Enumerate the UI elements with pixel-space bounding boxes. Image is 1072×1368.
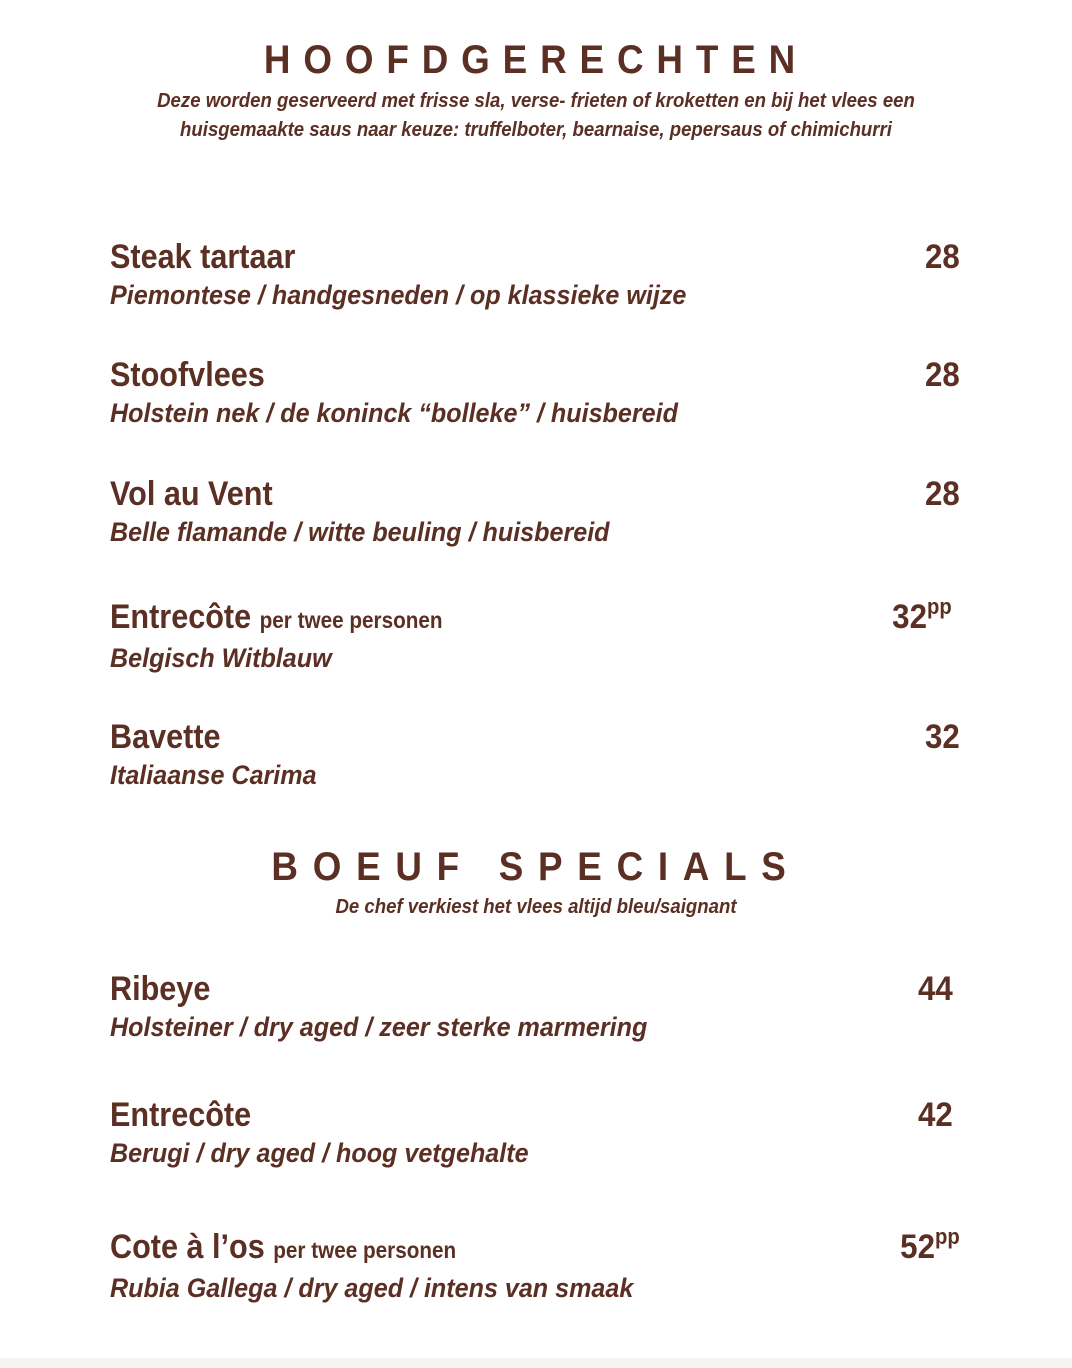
menu-item-steak-tartaar (110, 238, 960, 312)
item-description: Holstein nek / de koninck “bolleke” / huisbereid (110, 398, 678, 428)
item-description: Belgisch Witblauw (110, 643, 332, 673)
item-description: Piemontese / handgesneden / op klassieke wijze (110, 280, 687, 310)
item-name-suffix: per twee personen (259, 607, 443, 633)
item-price: 28 (925, 356, 960, 394)
item-name: Entrecôte per twee personen (110, 598, 443, 636)
menu-item-entrecote-berugi (110, 1096, 960, 1170)
item-name: Steak tartaar (110, 238, 296, 276)
item-price: 32 (925, 718, 960, 756)
price-superscript: pp (927, 594, 952, 619)
item-name: Bavette (110, 718, 221, 756)
menu-item-bavette (110, 718, 960, 792)
section-title-hoofdgerechten: HOOFDGERECHTEN (263, 38, 809, 82)
section-note-line-1: Deze worden geserveerd met frisse sla, verse- frieten of kroketten en bij het vlees een (157, 90, 915, 112)
menu-item-vol-au-vent (110, 475, 960, 549)
item-name: Entrecôte (110, 1096, 252, 1134)
menu-item-ribeye (110, 970, 960, 1044)
section-note-line-1: De chef verkiest het vlees altijd bleu/saignant (335, 896, 737, 918)
item-price: $32^{pp}$ (892, 594, 952, 636)
item-price: 28 (925, 475, 960, 513)
item-description: Berugi / dry aged / hoog vetgehalte (110, 1138, 529, 1168)
item-name: Vol au Vent (110, 475, 273, 513)
section-title-boeuf-specials: BOEUF SPECIALS (271, 845, 801, 889)
item-description: Rubia Gallega / dry aged / intens van smaak (110, 1273, 634, 1303)
menu-item-stoofvlees (110, 356, 960, 430)
item-name: Cote à l’os per twee personen (110, 1228, 457, 1266)
section-note-line-2: huisgemaakte saus naar keuze: truffelboter, bearnaise, pepersaus of chimichurri (180, 119, 892, 141)
item-price: 28 (925, 238, 960, 276)
item-price: 42 (918, 1096, 953, 1134)
item-name-suffix: per twee personen (273, 1237, 457, 1263)
item-description: Belle flamande / witte beuling / huisbereid (110, 517, 610, 547)
item-name: Ribeye (110, 970, 211, 1008)
item-price: 44 (918, 970, 953, 1008)
item-description: Holsteiner / dry aged / zeer sterke marmering (110, 1012, 648, 1042)
item-price: $52^{pp}$ (900, 1224, 960, 1266)
item-name: Stoofvlees (110, 356, 265, 394)
item-description: Italiaanse Carima (110, 760, 317, 790)
menu-item-entrecote-per-twee (110, 594, 960, 675)
page-bottom-edge (0, 1358, 1072, 1368)
price-superscript: pp (935, 1224, 960, 1249)
menu-item-cote-a-los (110, 1224, 960, 1305)
